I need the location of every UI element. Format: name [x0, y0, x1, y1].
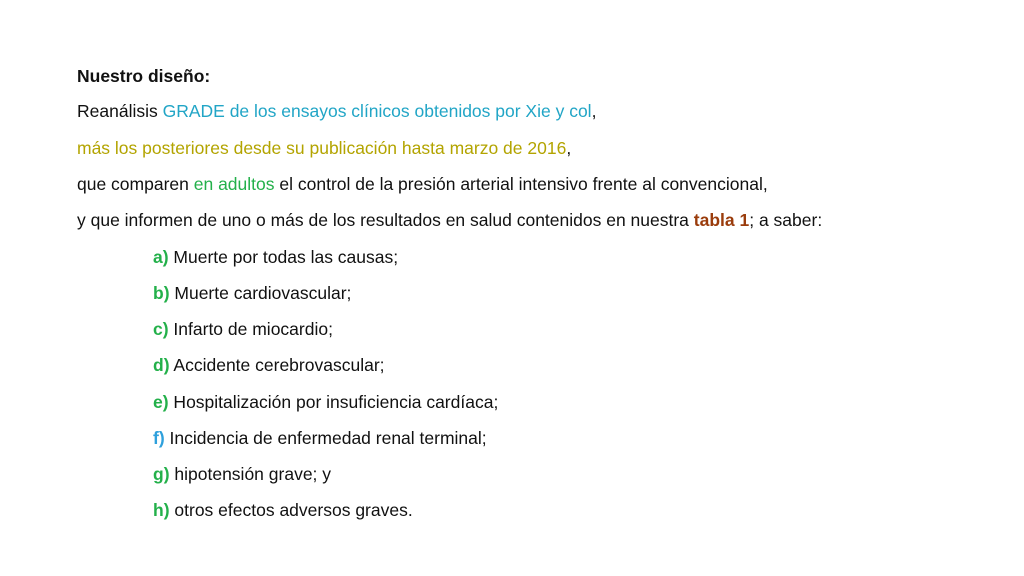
list-item-text: otros efectos adversos graves. — [169, 500, 413, 520]
list-item-text: Incidencia de enfermedad renal terminal; — [164, 428, 487, 448]
list-item-text: Muerte por todas las causas; — [168, 247, 399, 267]
list-item — [153, 390, 498, 414]
list-item — [153, 498, 413, 522]
line-informen — [77, 208, 822, 232]
list-item-letter: b) — [153, 283, 170, 303]
line-comparen — [77, 172, 768, 196]
list-item-letter: f) — [153, 428, 165, 448]
line-informen-rest: ; a saber: — [749, 210, 823, 230]
grade-highlight: GRADE de los ensayos clínicos obtenidos por Xie y col — [162, 101, 592, 121]
line-comparen-text: que comparen — [77, 174, 194, 194]
list-item-text: Accidente cerebrovascular; — [169, 355, 385, 375]
line-posteriores — [77, 136, 571, 160]
line-comparen-rest: el control de la presión arterial intensivo frente al convencional, — [274, 174, 768, 194]
list-item-letter: c) — [153, 319, 169, 339]
line-reanalisis-comma: , — [591, 101, 597, 121]
list-item-text: Hospitalización por insuficiencia cardíaca; — [168, 392, 499, 412]
adultos-highlight: en adultos — [193, 174, 275, 194]
list-item-letter: d) — [153, 355, 170, 375]
list-item — [153, 426, 487, 450]
posteriores-highlight: más los posteriores desde su publicación hasta marzo de 2016 — [77, 138, 567, 158]
list-item-letter: e) — [153, 392, 169, 412]
list-item — [153, 317, 333, 341]
line-reanalisis — [77, 99, 596, 123]
list-item — [153, 353, 385, 377]
list-item-letter: h) — [153, 500, 170, 520]
list-item — [153, 281, 351, 305]
list-item-letter: a) — [153, 247, 169, 267]
list-item-text: Infarto de miocardio; — [168, 319, 333, 339]
line-informen-text: y que informen de uno o más de los resultados en salud contenidos en nuestra — [77, 210, 694, 230]
tabla-highlight: tabla 1 — [693, 210, 750, 230]
list-item — [153, 245, 398, 269]
list-item-text: hipotensión grave; y — [169, 464, 332, 484]
line-posteriores-comma: , — [566, 138, 572, 158]
list-item — [153, 462, 331, 486]
heading: Nuestro diseño: — [77, 66, 211, 86]
list-item-letter: g) — [153, 464, 170, 484]
line-reanalisis-text: Reanálisis — [77, 101, 163, 121]
list-item-text: Muerte cardiovascular; — [169, 283, 352, 303]
